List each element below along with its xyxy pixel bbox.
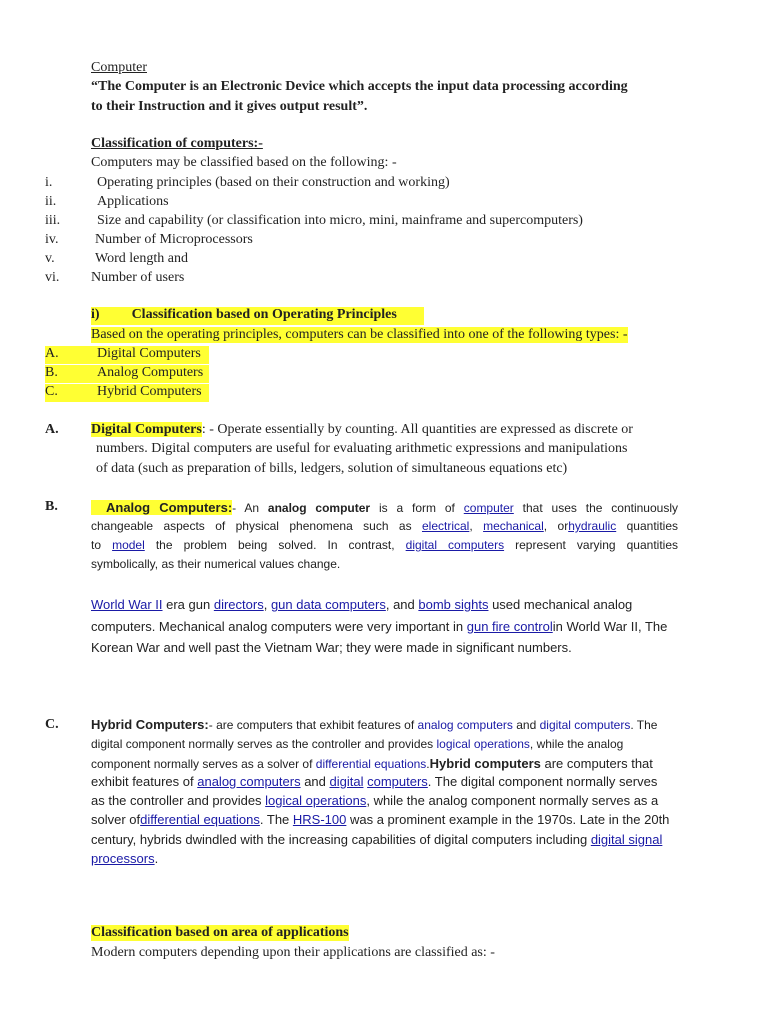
digital-line-3: of data (such as preparation of bills, ledgers, solution of simultaneous equations etc): [96, 461, 568, 476]
op-type-row: [45, 384, 209, 402]
op-heading-num: i): [91, 307, 100, 322]
list-item: Number of users: [91, 270, 185, 285]
link-bomb-sights[interactable]: bomb sights: [418, 597, 489, 612]
list-num: v.: [45, 251, 55, 266]
analog-bold-term: analog computer: [267, 501, 371, 515]
hybrid-line-2: digital component normally serves as the controller and provides logical operations, while the analog: [91, 737, 624, 751]
digital-text: : - Operate essentially by counting. All quantities are expressed as discrete or: [201, 422, 633, 437]
list-item: Applications: [97, 194, 169, 209]
classification-heading: Classification of computers:-: [91, 136, 263, 151]
list-num: vi.: [45, 270, 60, 285]
list-num: i.: [45, 175, 53, 190]
document-title: Computer: [91, 60, 147, 75]
ww2-line-1: World War II era gun directors, gun data computers, and bomb sights used mechanical analog: [91, 597, 633, 612]
link-processors[interactable]: processors: [91, 851, 155, 866]
hybrid-digital-ref: digital computers: [539, 718, 631, 732]
link-digital-computers[interactable]: digital computers: [405, 538, 505, 552]
ww2-line-3: Korean War and well past the Vietnam War; they were made in significant numbers.: [91, 640, 572, 655]
op-type-text: Digital Computers: [97, 346, 201, 361]
op-type-text: Analog Computers: [97, 365, 204, 380]
link-model[interactable]: model: [112, 538, 145, 552]
classification-intro: Computers may be classified based on the following: -: [91, 155, 397, 170]
digital-line-2: numbers. Digital computers are useful for evaluating arithmetic expressions and manipulations: [96, 441, 628, 456]
list-num: iv.: [45, 232, 59, 247]
app-intro: Modern computers depending upon their applications are classified as: -: [91, 945, 495, 960]
op-type-letter: C.: [45, 384, 58, 399]
link-digital[interactable]: digital: [329, 774, 364, 789]
op-intro: Based on the operating principles, computers can be classified into one of the following types: -: [91, 327, 628, 342]
section-letter: C.: [45, 717, 59, 732]
app-heading: Classification based on area of applications: [91, 925, 349, 940]
hybrid-logical-ref: logical operations: [436, 737, 530, 751]
digital-term: Digital Computers: [91, 422, 202, 437]
hybrid-line-4: exhibit features of analog computers and digital computers. The digital component normally serves: [91, 774, 658, 789]
hybrid-term: Hybrid Computers:: [91, 717, 209, 732]
link-gun-data-computers[interactable]: gun data computers: [270, 597, 386, 612]
list-item: Number of Microprocessors: [95, 232, 253, 247]
link-computer[interactable]: computer: [463, 501, 514, 515]
op-type-letter: B.: [45, 365, 58, 380]
hybrid-analog-ref: analog computers: [417, 718, 513, 732]
analog-line-2: changeable aspects of physical phenomena such as electrical, mechanical, orhydraulic quantities: [91, 519, 678, 533]
section-letter: A.: [45, 422, 59, 437]
link-computers[interactable]: computers: [367, 774, 428, 789]
hybrid-line-6: solver ofdifferential equations. The HRS-100 was a prominent example in the 1970s. Late in the 20th: [91, 812, 670, 827]
hybrid-line-7: century, hybrids dwindled with the increasing capabilities of digital computers including digital signal: [91, 832, 663, 847]
hybrid-diff-ref: differential equations: [315, 757, 427, 771]
definition-line-1: “The Computer is an Electronic Device which accepts the input data processing according: [91, 79, 628, 94]
link-world-war-ii[interactable]: World War II: [91, 597, 163, 612]
list-num: iii.: [45, 213, 61, 228]
link-digital-signal[interactable]: digital signal: [590, 832, 663, 847]
list-item: Size and capability (or classification into micro, mini, mainframe and supercomputers): [97, 213, 583, 228]
ww2-line-2: computers. Mechanical analog computers were very important in gun fire controlin World War II, The: [91, 619, 668, 634]
definition-line-2: to their Instruction and it gives output result”.: [91, 99, 368, 114]
digital-line-1: [91, 422, 633, 438]
analog-term: Analog Computers:: [91, 500, 232, 515]
link-hydraulic[interactable]: hydraulic: [568, 519, 617, 533]
analog-line-1: Analog Computers:- An analog computer is a form of computer that uses the continuously: [91, 500, 678, 515]
op-type-row: [45, 346, 209, 364]
hybrid-line-3: component normally serves as a solver of differential equations.Hybrid computers are computers that: [91, 756, 653, 771]
op-heading-text: Classification based on Operating Principles: [131, 307, 397, 322]
analog-line-4: symbolically, as their numerical values change.: [91, 557, 341, 571]
op-type-letter: A.: [45, 346, 59, 361]
link-analog-computers[interactable]: analog computers: [197, 774, 301, 789]
section-letter: B.: [45, 499, 58, 514]
link-hrs-100[interactable]: HRS-100: [292, 812, 347, 827]
op-type-row: [45, 365, 209, 383]
link-directors[interactable]: directors: [213, 597, 264, 612]
link-gun-fire-control[interactable]: gun fire control: [466, 619, 553, 634]
hybrid-line-8: processors.: [91, 851, 159, 866]
list-item: Operating principles (based on their construction and working): [97, 175, 450, 190]
op-heading: [91, 307, 424, 325]
list-item: Word length and: [95, 251, 188, 266]
link-electrical[interactable]: electrical: [421, 519, 470, 533]
link-logical-operations[interactable]: logical operations: [265, 793, 367, 808]
hybrid-line-5: as the controller and provides logical operations, while the analog component normally serves as a: [91, 793, 659, 808]
hybrid-term-2: Hybrid computers: [429, 756, 541, 771]
op-type-text: Hybrid Computers: [97, 384, 202, 399]
link-mechanical[interactable]: mechanical: [483, 519, 544, 533]
hybrid-line-1: Hybrid Computers:- are computers that exhibit features of analog computers and digital computers. The: [91, 717, 658, 732]
list-num: ii.: [45, 194, 57, 209]
analog-line-3: to model the problem being solved. In contrast, digital computers represent varying quantities: [91, 538, 679, 552]
link-differential-equations[interactable]: differential equations: [140, 812, 260, 827]
